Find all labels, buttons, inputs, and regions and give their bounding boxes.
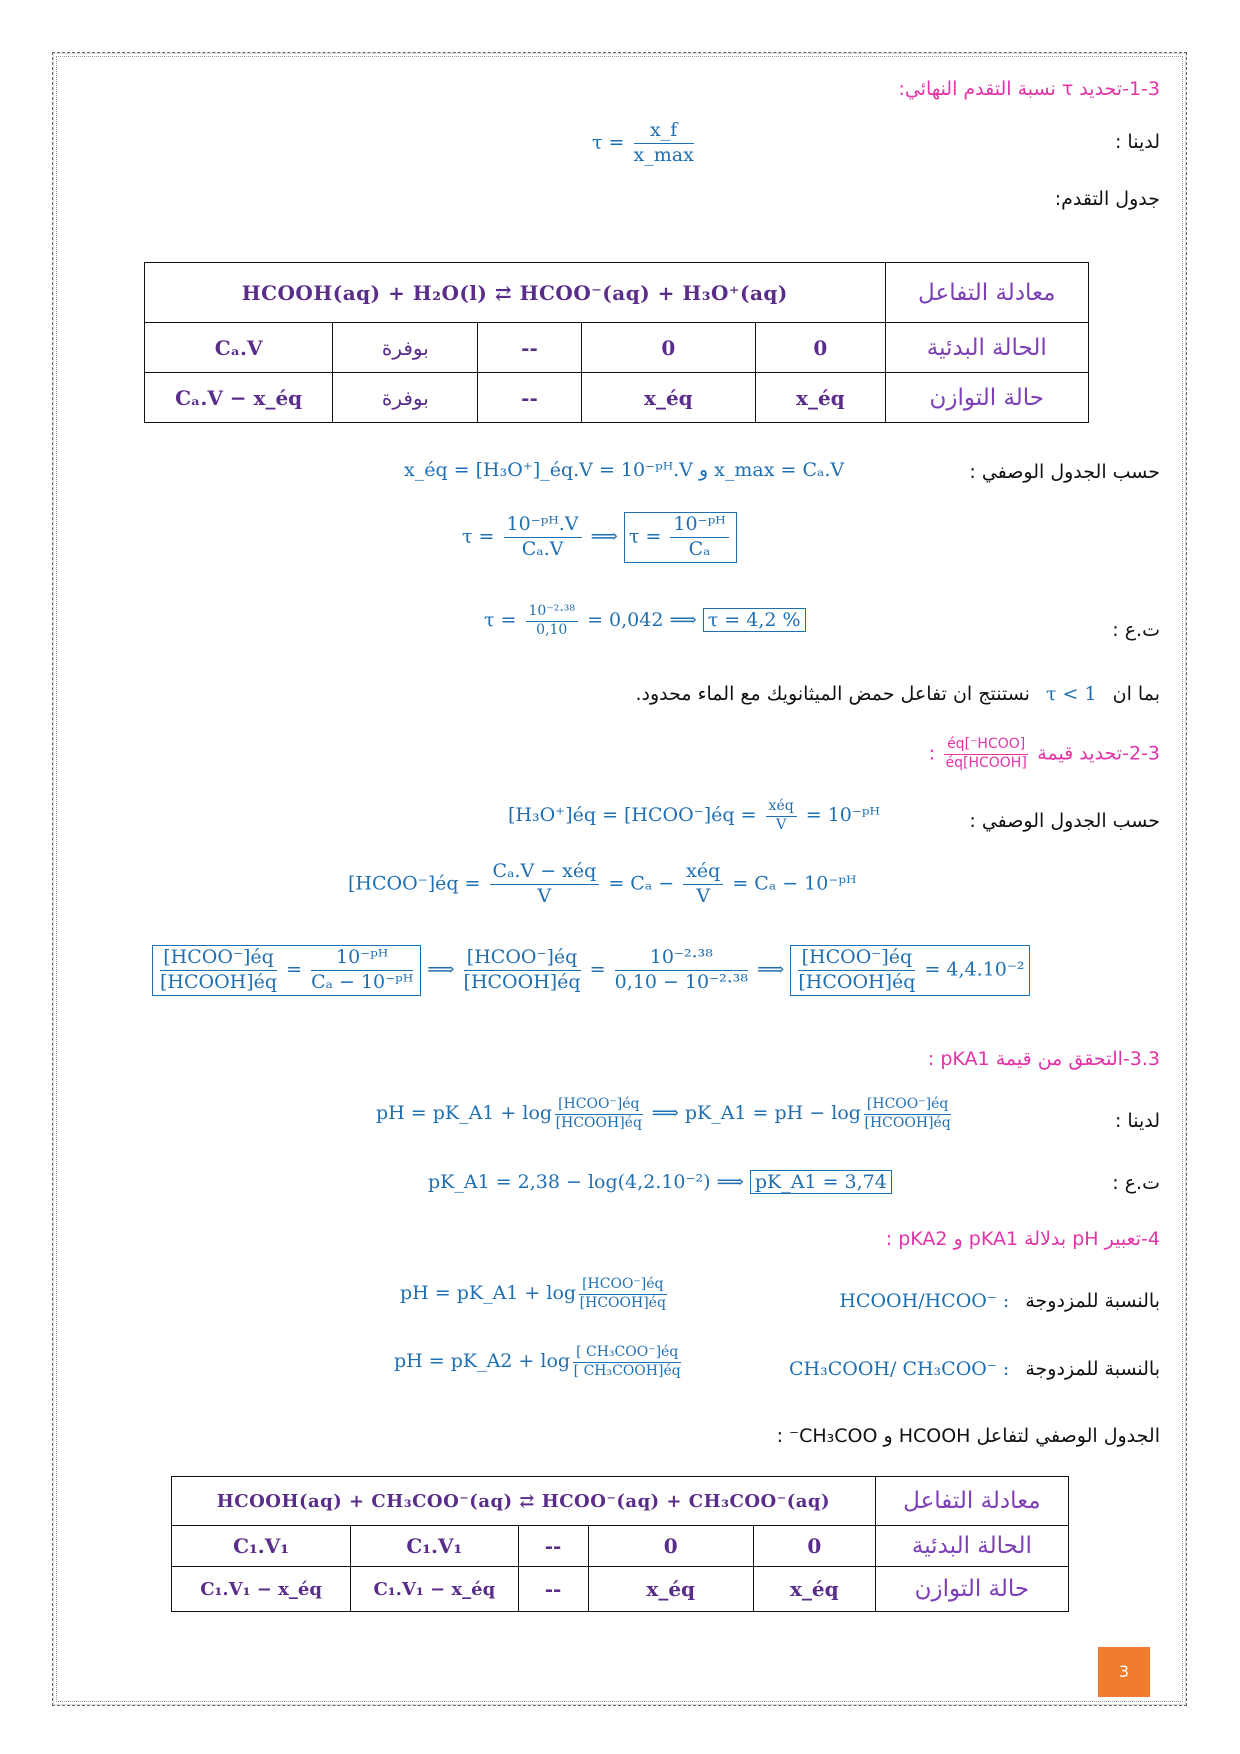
couple2-formula: pH = pK_A2 + log $\frac{\text{[ CH₃COO⁻]éq}}{\text{[ CH₃COOH]éq}}$	[394, 1344, 681, 1379]
row-label-initial: الحالة البدئية	[875, 1526, 1068, 1567]
heading-1-3: 1-3-تحديد τ نسبة التقدم النهائي:	[898, 78, 1160, 100]
pka-result-box: pK_A1 = 3,74	[750, 1170, 892, 1194]
cell: C₁.V₁ − x_éq	[172, 1567, 351, 1612]
label-hasab-2: حسب الجدول الوصفي :	[969, 810, 1160, 832]
ratio-result-box: $\frac{\text{[HCOO⁻]éq}}{\text{[HCOOH]éq}}$ = 4,4.10⁻²	[790, 945, 1029, 996]
cell: x_éq	[756, 373, 885, 423]
cell: C₁.V₁	[172, 1526, 351, 1567]
pka-numeric: pK_A1 = 2,38 − log(4,2.10⁻²) ⟹ pK_A1 = 3,74	[428, 1170, 892, 1194]
progress-table-1	[144, 262, 1089, 423]
label-ladayna-2: لدينا :	[1114, 1110, 1160, 1132]
conclusion-line: بما ان τ < 1 نستنتج ان تفاعل حمض الميثانويك مع الماء محدود.	[635, 683, 1160, 705]
cell: Cₐ.V	[145, 323, 333, 373]
tau-result-box: τ = 4,2 %	[703, 608, 806, 632]
tau-numeric: τ = $\frac{\text{10⁻²·³⁸}}{0,10}$ = 0,042 ⟹ τ = 4,2 %	[484, 603, 806, 639]
cell: 0	[756, 323, 885, 373]
cell: C₁.V₁	[351, 1526, 518, 1567]
cell: --	[518, 1526, 588, 1567]
tau-den: x_max	[633, 143, 694, 166]
heading-2-3: 2-3-تحديد قيمة $\frac{\text{[HCOO⁻]éq}}{\text{[HCOOH]éq}}$ :	[928, 736, 1160, 771]
tau-num: x_f	[634, 119, 694, 144]
couple1-line: بالنسبة للمزدوجة HCOOH/HCOO⁻ :	[839, 1290, 1160, 1312]
cell: 0	[588, 1526, 753, 1567]
reaction-equation-2: HCOOH(aq) + CH₃COO⁻(aq) ⇄ HCOO⁻(aq) + CH₃COO⁻(aq)	[172, 1477, 876, 1526]
table2-intro: الجدول الوصفي لتفاعل HCOOH و CH₃COO⁻ :	[776, 1425, 1160, 1447]
cell: 0	[581, 323, 756, 373]
pka-derivation: pH = pK_A1 + log $\frac{\text{[HCOO⁻]éq}}{\text{[HCOOH]éq}}$ ⟹ pK_A1 = pH − log $\frac{\text{[HCOO⁻]éq}}{\text{[HCOOH]éq}}$	[376, 1096, 951, 1131]
tau-formula-box: τ = $\frac{\text{10⁻ᵖᴴ}}{\text{Cₐ}}$	[624, 512, 737, 563]
row-label-initial: الحالة البدئية	[885, 323, 1088, 373]
progress-table-title: جدول التقدم:	[1054, 188, 1160, 210]
cell: --	[518, 1567, 588, 1612]
cell: Cₐ.V − x_éq	[145, 373, 333, 423]
ratio-derivation: $\frac{\text{[HCOO⁻]éq}}{\text{[HCOOH]éq}}$ = $\frac{\text{10⁻ᵖᴴ}}{\text{Cₐ − 10⁻ᵖᴴ}}$ ⟹ $\frac{\text{[HCOO⁻]éq}}{\text{[HCOOH]éq}}$ = $\frac{\text{10⁻²·³⁸}}{\text{0,10 − 10⁻²·³⁸}}$ ⟹ $\frac{\text{[HCOO⁻]éq}}{\text{[HCOOH]éq}}$ = 4,4.10⁻²	[152, 945, 1030, 996]
row-label-equilibrium: حالة التوازن	[885, 373, 1088, 423]
cell: x_éq	[588, 1567, 753, 1612]
heading-3-3: 3.3-التحقق من قيمة pKA1 :	[927, 1048, 1160, 1070]
couple1-formula: pH = pK_A1 + log $\frac{\text{[HCOO⁻]éq}}{\text{[HCOOH]éq}}$	[400, 1276, 666, 1311]
cell: 0	[753, 1526, 875, 1567]
heading-4: 4-تعبير pH بدلالة pKA1 و pKA2 :	[885, 1228, 1160, 1250]
ratio-general-box: $\frac{\text{[HCOO⁻]éq}}{\text{[HCOOH]éq}}$ = $\frac{\text{10⁻ᵖᴴ}}{\text{Cₐ − 10⁻ᵖᴴ}}$	[152, 945, 421, 996]
label-ladayna: لدينا :	[1114, 131, 1160, 153]
tau-lhs: τ =	[592, 131, 631, 154]
progress-table-2	[171, 1476, 1069, 1612]
hcoo-expression: [HCOO⁻]éq = $\frac{\text{Cₐ.V − xéq}}{V}$ = Cₐ − $\frac{\text{xéq}}{V}$ = Cₐ − 10⁻ᵖᴴ	[348, 860, 857, 907]
row-label-equilibrium: حالة التوازن	[875, 1567, 1068, 1612]
row-label-equation: معادلة التفاعل	[875, 1477, 1068, 1526]
cell: --	[478, 323, 581, 373]
tau-definition	[592, 119, 697, 168]
cell: x_éq	[581, 373, 756, 423]
cell: C₁.V₁ − x_éq	[351, 1567, 518, 1612]
cell: x_éq	[753, 1567, 875, 1612]
label-ta-2: ت.ع :	[1112, 1172, 1160, 1194]
label-hasab-1: حسب الجدول الوصفي :	[969, 461, 1160, 483]
couple2-line: بالنسبة للمزدوجة CH₃COOH/ CH₃COO⁻ :	[789, 1358, 1160, 1380]
reaction-equation: HCOOH(aq) + H₂O(l) ⇄ HCOO⁻(aq) + H₃O⁺(aq)	[145, 263, 886, 323]
label-ta-1: ت.ع :	[1112, 619, 1160, 641]
xeq-expression: x_éq = [H₃O⁺]_éq.V = 10⁻ᵖᴴ.V و x_max = Cₐ.V	[404, 459, 845, 481]
cell: بوفرة	[333, 373, 478, 423]
page-number-badge: 3	[1098, 1647, 1150, 1697]
tau-derivation: τ = $\frac{\text{10⁻ᵖᴴ.V}}{\text{Cₐ.V}}$ ⟹ τ = $\frac{\text{10⁻ᵖᴴ}}{\text{Cₐ}}$	[462, 512, 737, 563]
cell: بوفرة	[333, 323, 478, 373]
cell: --	[478, 373, 581, 423]
row-label-equation: معادلة التفاعل	[885, 263, 1088, 323]
h3o-expression: [H₃O⁺]éq = [HCOO⁻]éq = $\frac{\text{xéq}}{V}$ = 10⁻ᵖᴴ	[508, 798, 880, 833]
